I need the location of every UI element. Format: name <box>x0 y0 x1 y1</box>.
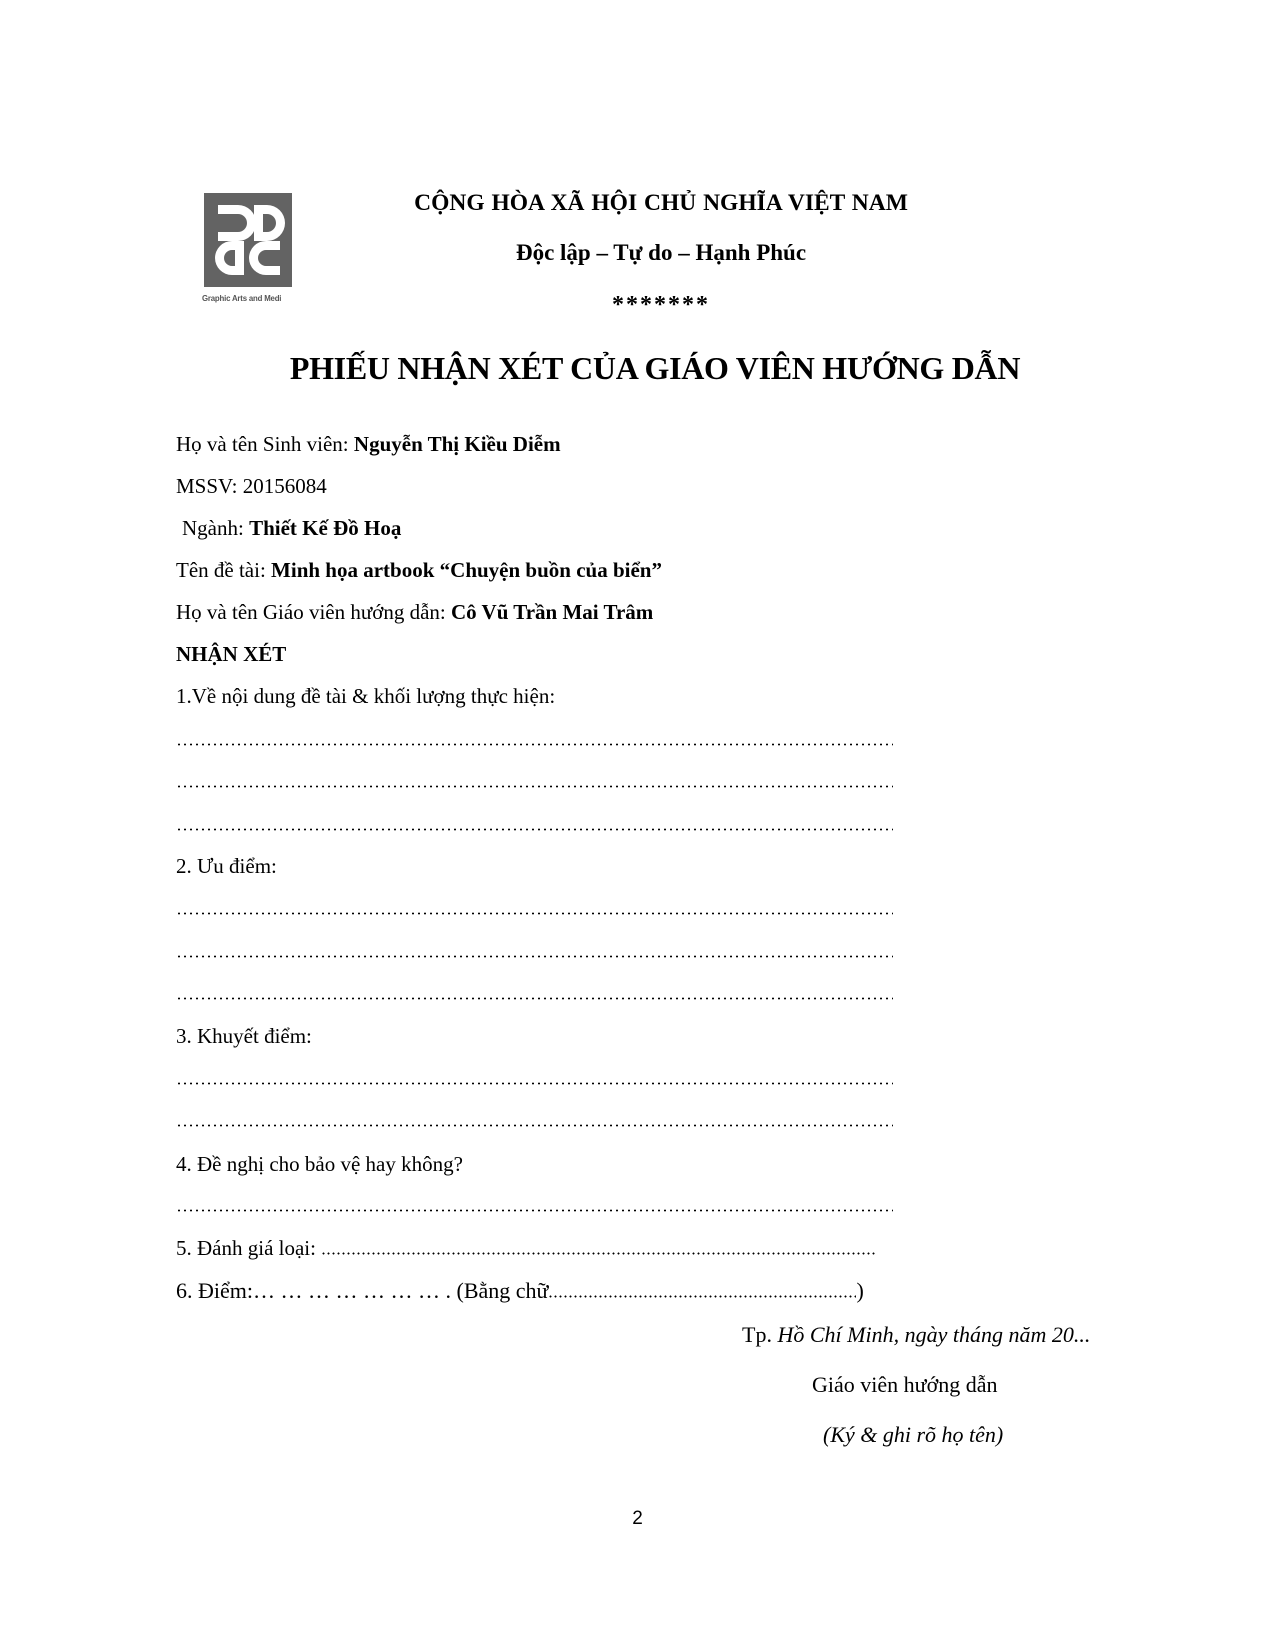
national-header: CỘNG HÒA XÃ HỘI CHỦ NGHĨA VIỆT NAM <box>414 190 908 216</box>
topic-row <box>176 558 662 583</box>
section-strengths-label: 2. Ưu điểm: <box>176 854 277 878</box>
blank-line[interactable] <box>176 828 893 831</box>
blank-line[interactable] <box>176 743 893 746</box>
page-title: PHIẾU NHẬN XÉT CỦA GIÁO VIÊN HƯỚNG DẪN <box>289 350 1021 386</box>
section-defense-label: 4. Đề nghị cho bảo vệ hay không? <box>176 1152 463 1176</box>
student-name-row <box>176 432 561 457</box>
logo-caption: Graphic Arts and Medi <box>202 293 282 303</box>
blank-line[interactable] <box>176 1124 893 1127</box>
topic-value: Minh họa artbook “Chuyện buồn của biển” <box>271 558 662 582</box>
score-words-blank[interactable] <box>548 1295 856 1298</box>
topic-label: Tên đề tài: <box>176 558 272 582</box>
advisor-value: Cô Vũ Trần Mai Trâm <box>451 600 654 624</box>
student-name-value: Nguyễn Thị Kiều Diễm <box>353 432 561 456</box>
score-row <box>176 1278 864 1304</box>
score-blank[interactable]: … … … … … … … . <box>253 1278 457 1303</box>
advisor-label: Họ và tên Giáo viên hướng dẫn: <box>176 600 452 624</box>
header-divider: ******* <box>612 292 710 318</box>
signature-instruction: (Ký & ghi rõ họ tên) <box>823 1422 1004 1447</box>
signer-role: Giáo viên hướng dẫn <box>812 1372 998 1397</box>
rating-label: 5. Đánh giá loại: <box>176 1236 322 1260</box>
student-id-value: 20156084 <box>242 474 327 498</box>
national-motto: Độc lập – Tự do – Hạnh Phúc <box>515 240 807 265</box>
blank-line[interactable] <box>176 997 893 1000</box>
page-number: 2 <box>632 1508 643 1529</box>
student-id-label: MSSV: <box>176 474 243 498</box>
place-prefix: Tp. <box>742 1322 778 1347</box>
major-value: Thiết Kế Đồ Hoạ <box>249 516 402 540</box>
review-heading: NHẬN XÉT <box>176 642 287 666</box>
place-date <box>742 1322 1090 1348</box>
rating-blank[interactable] <box>321 1252 876 1255</box>
place-date-text: Hồ Chí Minh, ngày tháng năm 20... <box>777 1322 1091 1347</box>
blank-line[interactable] <box>176 955 893 958</box>
rating-row <box>176 1236 876 1261</box>
major-row <box>182 516 401 541</box>
score-words-close: ) <box>856 1278 864 1303</box>
blank-line[interactable] <box>176 1082 893 1085</box>
major-label: Ngành: <box>182 516 250 540</box>
section-content-label: 1.Về nội dung đề tài & khối lượng thực hiện: <box>176 684 556 708</box>
student-id-row <box>176 474 327 499</box>
score-label: 6. Điểm: <box>176 1278 253 1303</box>
blank-line[interactable] <box>176 1209 893 1212</box>
advisor-row <box>176 600 653 625</box>
student-name-label: Họ và tên Sinh viên: <box>176 432 354 456</box>
section-weaknesses-label: 3. Khuyết điểm: <box>176 1024 312 1048</box>
blank-line[interactable] <box>176 785 893 788</box>
blank-line[interactable] <box>176 912 893 915</box>
score-words-label: (Bằng chữ <box>456 1278 549 1303</box>
